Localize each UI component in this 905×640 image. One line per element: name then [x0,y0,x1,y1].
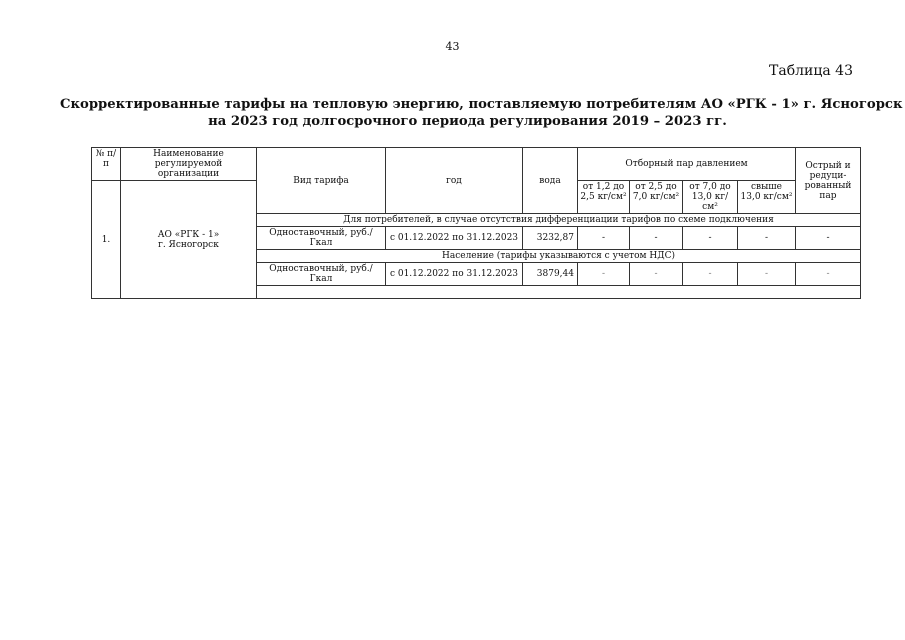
water-value-cell: 3879,44 [523,263,578,286]
org-name [121,181,257,299]
header-steam-2: от 2,5 до 7,0 кг/см² [630,181,683,214]
header-sharp-steam: Острый и редуци-рованный пар [796,148,861,214]
header-year: год [386,148,523,214]
steam-4-cell: - [738,227,796,250]
page-number: 43 [445,40,460,53]
section-caption: Население (тарифы указываются с учетом НДС) [257,250,861,263]
header-tariff-type: Вид тарифа [257,148,386,214]
section-caption: Для потребителей, в случае отсутствия дифференциации тарифов по схеме подключения [257,214,861,227]
header-steam-1: от 1,2 до 2,5 кг/см² [578,181,630,214]
tariff-type-cell: Одноставочный, руб./Гкал [257,227,386,250]
row-number: 1. [92,181,121,299]
tariff-table [91,147,861,299]
steam-3-cell: - [683,227,738,250]
table-label: Таблица 43 [769,63,853,79]
document-title-line-1: Скорректированные тарифы на тепловую энергию, поставляемую потребителям АО «РГК - 1» г. Ясногорск [60,97,903,112]
document-title-line-2: на 2023 год долгосрочного периода регулирования 2019 – 2023 гг. [208,114,727,129]
header-steam-group: Отборный пар давлением [578,148,796,181]
steam-2-cell: - [630,227,683,250]
steam-4-cell: - [738,263,796,286]
period-cell: с 01.12.2022 по 31.12.2023 [386,263,523,286]
sharp-steam-cell: - [796,263,861,286]
steam-1-cell: - [578,227,630,250]
header-row-1 [92,148,861,181]
header-org: Наименование регулируемой организации [121,148,257,181]
period-cell: с 01.12.2022 по 31.12.2023 [386,227,523,250]
sharp-steam-cell: - [796,227,861,250]
water-value-cell: 3232,87 [523,227,578,250]
org-name-line-1: АО «РГК - 1» [157,229,220,240]
document-title [60,96,903,130]
tariff-type-cell: Одноставочный, руб./Гкал [257,263,386,286]
steam-3-cell: - [683,263,738,286]
header-steam-3: от 7,0 до 13,0 кг/см² [683,181,738,214]
steam-1-cell: - [578,263,630,286]
table-bottom-filler [257,286,861,299]
org-name-line-2: г. Ясногорск [158,239,219,250]
header-steam-4: свыше 13,0 кг/см² [738,181,796,214]
header-num: № п/п [92,148,121,181]
steam-2-cell: - [630,263,683,286]
header-water: вода [523,148,578,214]
